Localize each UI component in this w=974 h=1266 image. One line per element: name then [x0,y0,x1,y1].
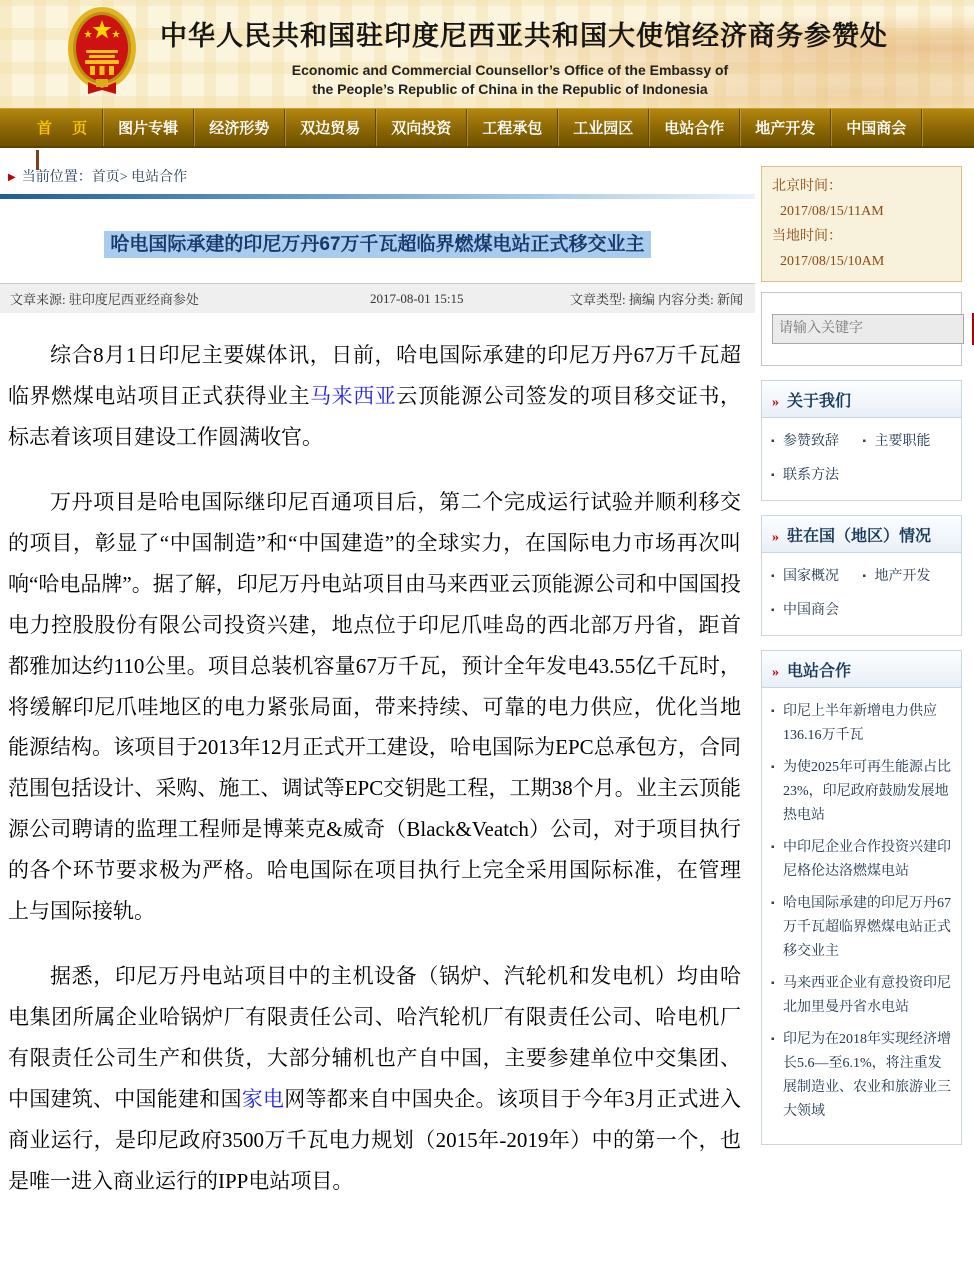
content-area [0,148,974,1266]
sidebar-section-title: 关于我们 [787,393,852,410]
bullet-icon: ▪ [862,436,867,447]
breadcrumb-current: 电站合作 [131,170,188,185]
sidebar-link-item[interactable]: ▪ 主要职能 [862,430,954,454]
sidebar-link-item[interactable]: ▪ 马来西亚企业有意投资印尼北加里曼丹省水电站 [770,972,953,1020]
bullet-icon: ▪ [771,571,775,582]
bullet-icon: ▪ [771,762,775,773]
nav-item-china-chamber[interactable]: 中国商会 [831,109,922,146]
sidebar-link-item[interactable]: ▪ 地产开发 [862,565,954,589]
bullet-icon: ▪ [771,470,775,481]
sidebar-link-item[interactable]: ▪ 中国商会 [770,599,862,623]
nav-item-photo-album[interactable]: 图片专辑 [103,109,194,146]
divider-rule [0,194,755,199]
article-body [0,335,755,1266]
bullet-icon: ▪ [771,898,775,909]
section-arrow-icon: » [772,665,779,680]
local-time-value: 2017/08/15/10AM [780,254,885,269]
sidebar-link-item[interactable]: ▪ 联系方法 [770,464,862,488]
site-title-cn: 中华人民共和国驻印度尼西亚共和国大使馆经济商务参赞处 [160,21,888,51]
breadcrumb-arrow-icon: ▶ [8,172,16,183]
site-titles [160,14,888,99]
bullet-icon: ▪ [771,978,775,989]
local-time-label: 当地时间： [772,229,842,244]
sidebar-section-items [762,418,961,500]
main-nav [0,108,974,148]
national-emblem-icon [66,4,138,102]
sidebar-link-item[interactable]: ▪ 参赞致辞 [770,430,862,454]
main-column [0,166,755,1266]
time-box [761,166,962,282]
nav-item-bilateral-trade[interactable]: 双边贸易 [285,109,376,146]
local-time-row [772,224,951,274]
sidebar-section-title: 电站合作 [787,663,852,680]
search-box [761,292,962,366]
site-title-en-line2: the People’s Republic of China in the Republic of Indonesia [312,81,708,97]
breadcrumb [0,166,755,188]
sidebar-section-items [762,553,961,635]
article-type: 文章类型: 摘编 内容分类: 新闻 [570,292,743,307]
article-paragraph: 万丹项目是哈电国际继印尼百通项目后，第二个完成运行试验并顺利移交的项目，彰显了“中国制造”和“中国建造”的全球实力，在国际电力市场再次叫响“哈电品牌”。据了解，印尼万丹电站项目由马来西亚云顶能源公司和中国国投电力控股股份有限公司投资兴建，地点位于印尼爪哇岛的西北部万丹省，距首都雅加达约110公里。项目总装机容量67万千瓦，预计全年发电43.55亿千瓦时，将缓解印尼爪哇地区的电力紧张局面，带来持续、可靠的电力供应，优化当地能源结构。该项目于2013年12月正式开工建设，哈电国际为EPC总承包方，合同范围包括设计、采购、施工、调试等EPC交钥匙工程，工期38个月。业主云顶能源公司聘请的监理工程师是博莱克&威奇（Black&Veatch）公司，对于项目执行的各个环节要求极为严格。哈电国际在项目执行上完全采用国际标准，在管理上与国际接轨。 [8,489,741,924]
sidebar-link-item[interactable]: ▪ 为使2025年可再生能源占比23%，印尼政府鼓励发展地热电站 [770,756,953,828]
section-arrow-icon: » [772,395,779,410]
article-paragraph: 综合8月1日印尼主要媒体讯，日前，哈电国际承建的印尼万丹67万千瓦超临界燃煤电站项目正式获得业主马来西亚云顶能源公司签发的项目移交证书，标志着该项目建设工作圆满收官。 [8,343,742,449]
inline-link[interactable]: 家电 [241,1086,285,1111]
article-meta-bar [0,283,755,313]
bullet-icon: ▪ [771,605,775,616]
bullet-icon: ▪ [771,842,775,853]
nav-item-home[interactable]: 首 页 [22,109,103,146]
sidebar-section-header-about-us[interactable] [762,381,961,418]
beijing-time-value: 2017/08/15/11AM [780,204,884,219]
nav-item-economic-situation[interactable]: 经济形势 [194,109,285,146]
sidebar-section-header-power-station-cooperation[interactable] [762,651,961,688]
article-title [0,229,755,259]
sidebar-link-item[interactable]: ▪ 印尼为在2018年实现经济增长5.6—至6.1%，将注重发展制造业、农业和旅游业三大领域 [770,1028,953,1124]
nav-item-industrial-parks[interactable]: 工业园区 [558,109,649,146]
bullet-icon: ▪ [862,571,867,582]
search-input[interactable] [772,314,964,344]
sidebar-section-header-host-country-info[interactable] [762,516,961,553]
site-title-en-line1: Economic and Commercial Counsellor’s Office of the Embassy of [291,62,729,78]
section-arrow-icon: » [772,530,779,545]
site-header [0,0,974,108]
sidebar-section-items [762,688,961,1144]
sidebar-link-item[interactable]: ▪ 国家概况 [770,565,862,589]
sidebar-section-title: 驻在国（地区）情况 [787,528,932,545]
bullet-icon: ▪ [771,706,775,717]
article-date: 2017-08-01 15:15 [370,290,464,306]
article-title-text: 哈电国际承建的印尼万丹67万千瓦超临界燃煤电站正式移交业主 [104,231,650,258]
sidebar-link-item[interactable]: ▪ 中印尼企业合作投资兴建印尼格伦达洛燃煤电站 [770,836,953,884]
nav-item-power-station-cooperation[interactable]: 电站合作 [649,109,740,146]
inline-link[interactable]: 马来西亚 [310,383,397,408]
bullet-icon: ▪ [771,436,775,447]
article-paragraph: 据悉，印尼万丹电站项目中的主机设备（锅炉、汽轮机和发电机）均由哈电集团所属企业哈锅炉厂有限责任公司、哈汽轮机厂有限责任公司、哈电机厂有限责任公司生产和供货，大部分辅机也产自中国，主要参建单位中交集团、中国建筑、中国能建和国家电网等都来自中国央企。该项目于今年3月正式进入商业运行，是印尼政府3500万千瓦电力规划（2015年-2019年）中的第一个，也是唯一进入商业运行的IPP电站项目。 [8,964,741,1193]
nav-item-two-way-investment[interactable]: 双向投资 [376,109,467,146]
nav-item-engineering-contracting[interactable]: 工程承包 [467,109,558,146]
nav-item-real-estate-development[interactable]: 地产开发 [740,109,831,146]
beijing-time-label: 北京时间： [772,179,842,194]
active-nav-indicator-line [36,150,39,170]
beijing-time-row [772,174,951,224]
breadcrumb-prefix: 当前位置： [21,170,92,185]
sidebar-section-power-station-cooperation [761,650,962,1145]
sidebar-link-item[interactable]: ▪ 哈电国际承建的印尼万丹67万千瓦超临界燃煤电站正式移交业主 [770,892,953,964]
sidebar-link-item[interactable]: ▪ 印尼上半年新增电力供应136.16万千瓦 [770,700,953,748]
article-source: 文章来源: 驻印度尼西亚经商参处 [10,292,199,307]
breadcrumb-home-link[interactable]: 首页 [91,170,120,185]
site-title-en [160,61,860,99]
sidebar-section-host-country-info [761,515,962,636]
sidebar-section-about-us [761,380,962,501]
sidebar [761,166,962,1266]
bullet-icon: ▪ [771,1034,775,1045]
breadcrumb-separator: > [119,170,132,185]
